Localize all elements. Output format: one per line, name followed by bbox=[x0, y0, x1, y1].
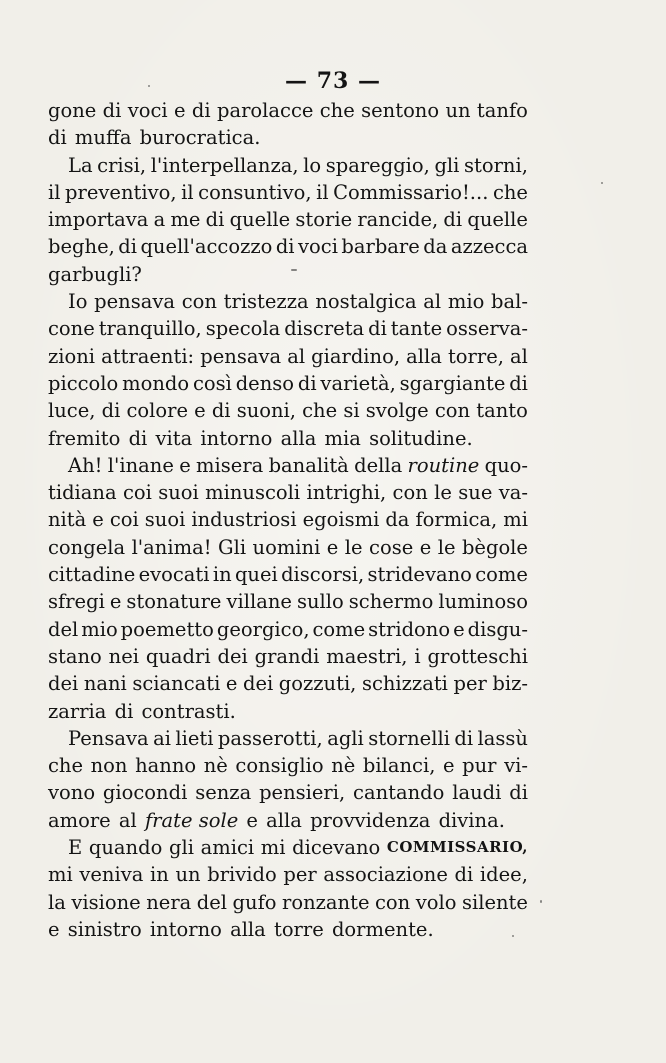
word: vita bbox=[155, 426, 193, 450]
word: a bbox=[153, 208, 166, 232]
word: cose bbox=[369, 535, 414, 559]
word: la bbox=[48, 890, 66, 914]
word: di bbox=[118, 235, 137, 259]
word: hanno bbox=[135, 754, 197, 778]
word: garbugli? bbox=[48, 262, 142, 286]
word: importava bbox=[48, 208, 149, 232]
word: suoni, bbox=[236, 399, 296, 423]
word: intorno bbox=[149, 917, 222, 941]
word: di bbox=[191, 99, 211, 122]
word: volo bbox=[415, 890, 457, 914]
word: le bbox=[434, 481, 452, 505]
word: dicevano bbox=[292, 836, 381, 860]
word: l'interpellanza, bbox=[150, 153, 299, 177]
word: di bbox=[297, 371, 317, 395]
word: gli bbox=[434, 153, 460, 177]
word: di bbox=[443, 208, 463, 232]
word: ronzante bbox=[282, 890, 370, 914]
word: di bbox=[114, 699, 134, 723]
word: nità bbox=[48, 508, 87, 532]
text-line bbox=[48, 397, 528, 424]
word: stridevano bbox=[367, 563, 472, 587]
word: divina. bbox=[438, 808, 505, 832]
word: di bbox=[48, 126, 67, 150]
word: sciancati bbox=[132, 672, 221, 696]
word: lieti bbox=[175, 726, 214, 750]
word: spareggio, bbox=[325, 153, 430, 177]
word: alla bbox=[230, 917, 266, 941]
word: va- bbox=[498, 481, 528, 505]
word: di bbox=[128, 426, 148, 450]
word: e bbox=[194, 399, 206, 423]
word: dei bbox=[217, 644, 248, 668]
word: si bbox=[343, 399, 360, 423]
word: non bbox=[90, 754, 128, 778]
text-line bbox=[48, 779, 528, 806]
word: nostalgica bbox=[315, 290, 417, 314]
word: nei bbox=[108, 644, 139, 668]
word: me bbox=[170, 208, 201, 232]
word: veniva bbox=[79, 863, 144, 887]
text-line bbox=[48, 834, 528, 861]
word: e bbox=[48, 917, 60, 941]
word: evocati bbox=[138, 563, 210, 587]
text-line bbox=[48, 534, 528, 561]
word: per bbox=[453, 672, 487, 696]
word: idee, bbox=[479, 863, 528, 887]
word: quelle bbox=[467, 208, 528, 232]
word: consiglio bbox=[235, 754, 324, 778]
word: pur bbox=[462, 754, 497, 778]
word: e bbox=[174, 99, 186, 122]
word: formica, bbox=[415, 508, 498, 532]
text-line bbox=[48, 616, 528, 643]
word: provvidenza bbox=[310, 808, 431, 832]
text-line bbox=[48, 916, 528, 943]
word: cittadine bbox=[48, 563, 136, 587]
word: sinistro bbox=[67, 917, 142, 941]
word: poemetto bbox=[120, 617, 214, 641]
text-line bbox=[48, 561, 528, 588]
italic-word: frate sole bbox=[144, 808, 239, 832]
word: amore bbox=[48, 808, 111, 832]
word: quo- bbox=[484, 453, 528, 477]
text-line bbox=[48, 261, 528, 288]
word: disgu- bbox=[467, 617, 528, 641]
word: e bbox=[246, 808, 258, 832]
word: di bbox=[454, 863, 474, 887]
word: il bbox=[48, 180, 61, 204]
word: e bbox=[179, 453, 191, 477]
word: del bbox=[196, 890, 228, 914]
word: laudi bbox=[452, 781, 502, 805]
word: alla bbox=[406, 344, 442, 368]
word: giardino, bbox=[311, 344, 401, 368]
word: visione bbox=[71, 890, 141, 914]
word: uomini bbox=[252, 535, 321, 559]
word: parolacce bbox=[216, 99, 314, 122]
word: mi bbox=[48, 863, 73, 887]
word: discorsi, bbox=[281, 563, 365, 587]
word: voci bbox=[127, 99, 168, 122]
scan-speck bbox=[291, 269, 297, 271]
word: di bbox=[205, 208, 225, 232]
word: stornelli bbox=[368, 726, 450, 750]
word: coi bbox=[109, 508, 139, 532]
word: beghe, bbox=[48, 235, 115, 259]
word: storie bbox=[295, 208, 353, 232]
word: schizzati bbox=[361, 672, 448, 696]
word: varietà, bbox=[320, 371, 396, 395]
word: nani bbox=[83, 672, 127, 696]
word: torre, bbox=[447, 344, 504, 368]
text-line bbox=[48, 807, 528, 834]
word: gufo bbox=[232, 890, 277, 914]
word: gozzuti, bbox=[278, 672, 357, 696]
word: al bbox=[423, 290, 442, 314]
word: per bbox=[283, 863, 317, 887]
word: sfregi bbox=[48, 590, 105, 614]
text-line bbox=[48, 506, 528, 533]
word: egoismi bbox=[302, 508, 380, 532]
word: agli bbox=[327, 726, 364, 750]
word: e bbox=[419, 535, 432, 559]
word: di bbox=[368, 317, 387, 341]
text-line bbox=[48, 670, 528, 697]
word: che bbox=[302, 399, 338, 423]
word: stano bbox=[48, 644, 102, 668]
text-line bbox=[48, 698, 528, 725]
word: il bbox=[316, 180, 329, 204]
word: villane bbox=[226, 590, 292, 614]
word: l'inane bbox=[107, 453, 174, 477]
word: di bbox=[275, 235, 295, 259]
text-line bbox=[48, 643, 528, 670]
text-line bbox=[48, 152, 528, 179]
word: dormente. bbox=[331, 917, 434, 941]
word: quei bbox=[234, 563, 278, 587]
word: del bbox=[48, 617, 79, 641]
word: alla bbox=[280, 426, 317, 450]
word: tidiana bbox=[48, 481, 117, 505]
word: con bbox=[392, 481, 428, 505]
word: le bbox=[437, 535, 456, 559]
word: pensava bbox=[200, 344, 282, 368]
word: di bbox=[509, 781, 528, 805]
word: rancide, bbox=[357, 208, 439, 232]
word: banalità bbox=[268, 453, 349, 477]
word: cantando bbox=[353, 781, 445, 805]
word: zioni bbox=[48, 344, 96, 368]
word: specola bbox=[205, 317, 281, 341]
word: minuscoli bbox=[205, 481, 301, 505]
word: con bbox=[181, 290, 217, 314]
word: mondo bbox=[122, 371, 190, 395]
word: le bbox=[344, 535, 363, 559]
word: zarria bbox=[48, 699, 107, 723]
word: Io bbox=[68, 290, 88, 314]
word: sullo bbox=[296, 590, 344, 614]
word: il bbox=[181, 180, 194, 204]
text-line bbox=[48, 425, 528, 452]
word: quelle bbox=[229, 208, 291, 232]
word: barbare bbox=[341, 235, 420, 259]
word: mia bbox=[324, 426, 361, 450]
word: di bbox=[211, 399, 231, 423]
word: sentono bbox=[361, 99, 440, 122]
word: silente bbox=[461, 890, 528, 914]
text-line bbox=[48, 124, 528, 151]
word: mio bbox=[81, 617, 118, 641]
word: così bbox=[192, 371, 232, 395]
word: georgico, bbox=[216, 617, 310, 641]
word: da bbox=[385, 508, 410, 532]
word: bal- bbox=[491, 290, 528, 314]
word: i bbox=[414, 644, 421, 668]
text-line bbox=[48, 315, 528, 342]
word: fremito bbox=[48, 426, 121, 450]
word: della bbox=[354, 453, 403, 477]
word: passerotti, bbox=[217, 726, 323, 750]
text-line bbox=[48, 452, 528, 479]
word: stonature bbox=[126, 590, 222, 614]
word: al bbox=[287, 344, 306, 368]
word: lo bbox=[303, 153, 322, 177]
word: storni, bbox=[464, 153, 528, 177]
scan-speck bbox=[601, 182, 603, 184]
word: colore bbox=[126, 399, 188, 423]
word: associazione bbox=[323, 863, 448, 887]
word: come bbox=[475, 563, 528, 587]
word: grotteschi bbox=[427, 644, 528, 668]
word: discreta bbox=[284, 317, 365, 341]
text-line bbox=[48, 889, 528, 916]
word: tanto bbox=[476, 399, 528, 423]
word: e bbox=[225, 672, 238, 696]
word: suoi bbox=[158, 481, 199, 505]
word: voci bbox=[298, 235, 338, 259]
word: bègole bbox=[461, 535, 528, 559]
word: lassù bbox=[477, 726, 528, 750]
word: cone bbox=[48, 317, 95, 341]
word: dei bbox=[48, 672, 79, 696]
word: e bbox=[442, 754, 455, 778]
word: La bbox=[68, 153, 93, 177]
scan-speck bbox=[512, 935, 514, 937]
word: in bbox=[212, 563, 232, 587]
word: congela bbox=[48, 535, 126, 559]
word: svolge bbox=[365, 399, 429, 423]
word: che bbox=[319, 99, 355, 122]
body-text bbox=[48, 97, 528, 943]
word: dei bbox=[242, 672, 274, 696]
word: un bbox=[175, 863, 201, 887]
word: ai bbox=[153, 726, 171, 750]
text-line bbox=[48, 752, 528, 779]
word: schermo bbox=[348, 590, 434, 614]
word: Ah! bbox=[68, 453, 103, 477]
word: al bbox=[118, 808, 137, 832]
word: gli bbox=[168, 836, 194, 860]
word: in bbox=[150, 863, 169, 887]
word: pensava bbox=[94, 290, 176, 314]
word: Commissario!... bbox=[333, 180, 489, 204]
text-line bbox=[48, 233, 528, 260]
word: luce, bbox=[48, 399, 96, 423]
word: alla bbox=[266, 808, 302, 832]
word: intrighi, bbox=[306, 481, 387, 505]
word: pensieri, bbox=[259, 781, 346, 805]
word: preventivo, bbox=[65, 180, 177, 204]
scan-speck bbox=[148, 85, 150, 87]
word: misera bbox=[196, 453, 264, 477]
word: quadri bbox=[145, 644, 211, 668]
word: mi bbox=[260, 836, 286, 860]
word: quell'accozzo bbox=[140, 235, 273, 259]
word: un bbox=[445, 99, 471, 122]
word: tante bbox=[390, 317, 443, 341]
word: Pensava bbox=[68, 726, 149, 750]
word: e bbox=[109, 590, 122, 614]
word: burocratica. bbox=[139, 126, 261, 150]
text-line bbox=[48, 343, 528, 370]
word: maestri, bbox=[326, 644, 408, 668]
word: piccolo bbox=[48, 371, 119, 395]
word: consuntivo, bbox=[198, 180, 312, 204]
text-line bbox=[48, 588, 528, 615]
word: senza bbox=[195, 781, 252, 805]
word: mio bbox=[447, 290, 485, 314]
word: intorno bbox=[200, 426, 273, 450]
text-line bbox=[48, 479, 528, 506]
word: osserva- bbox=[446, 317, 528, 341]
word: nè bbox=[331, 754, 356, 778]
word: con bbox=[375, 890, 411, 914]
word: gone bbox=[48, 99, 97, 122]
word: Gli bbox=[218, 535, 247, 559]
word: crisi, bbox=[97, 153, 147, 177]
word: biz- bbox=[492, 672, 528, 696]
word: attraenti: bbox=[101, 344, 195, 368]
scan-speck bbox=[540, 900, 542, 903]
word: vi- bbox=[504, 754, 528, 778]
word: vono bbox=[48, 781, 96, 805]
word: tristezza bbox=[223, 290, 309, 314]
word: l'anima! bbox=[131, 535, 212, 559]
word: amici bbox=[200, 836, 255, 860]
word: mi bbox=[503, 508, 528, 532]
word: azzecca bbox=[450, 235, 528, 259]
word: di bbox=[509, 371, 528, 395]
text-line bbox=[48, 861, 528, 888]
word: di bbox=[454, 726, 474, 750]
word: contrasti. bbox=[141, 699, 236, 723]
text-line bbox=[48, 97, 528, 124]
word: quando bbox=[88, 836, 163, 860]
text-line bbox=[48, 725, 528, 752]
page-number: — 73 — bbox=[285, 68, 381, 94]
text-line bbox=[48, 288, 528, 315]
word: E bbox=[68, 836, 83, 860]
word: come bbox=[312, 617, 366, 641]
word: denso bbox=[235, 371, 295, 395]
word: stridono bbox=[368, 617, 451, 641]
word: tranquillo, bbox=[98, 317, 202, 341]
word: da bbox=[423, 235, 448, 259]
word: con bbox=[434, 399, 471, 423]
word: e bbox=[92, 508, 104, 532]
italic-word: routine bbox=[407, 453, 480, 477]
word: tanfo bbox=[476, 99, 528, 122]
word: di bbox=[102, 99, 122, 122]
word: al bbox=[510, 344, 528, 368]
word: nera bbox=[146, 890, 192, 914]
word: e bbox=[453, 617, 465, 641]
word: grandi bbox=[254, 644, 320, 668]
word: industriosi bbox=[191, 508, 297, 532]
text-line bbox=[48, 179, 528, 206]
word: bilanci, bbox=[362, 754, 436, 778]
word: coi bbox=[122, 481, 152, 505]
word: che bbox=[492, 180, 528, 204]
word: sue bbox=[458, 481, 493, 505]
word: e bbox=[326, 535, 339, 559]
word: suoi bbox=[144, 508, 186, 532]
word: solitudine. bbox=[369, 426, 473, 450]
word: muffa bbox=[74, 126, 132, 150]
word: di bbox=[101, 399, 121, 423]
word: luminoso bbox=[438, 590, 528, 614]
word: giocondi bbox=[102, 781, 188, 805]
text-line bbox=[48, 206, 528, 233]
text-line bbox=[48, 370, 528, 397]
word: sgargiante bbox=[399, 371, 506, 395]
word: che bbox=[48, 754, 84, 778]
word: torre bbox=[273, 917, 324, 941]
word: nè bbox=[203, 754, 228, 778]
word: brivido bbox=[207, 863, 277, 887]
smallcaps-word: COMMISSARIO, bbox=[386, 838, 528, 857]
